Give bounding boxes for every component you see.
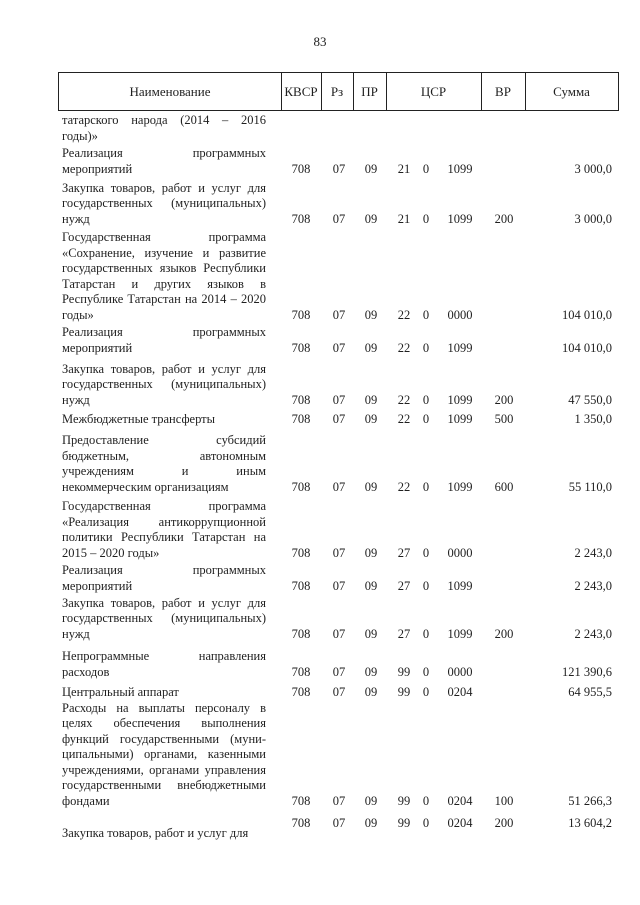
cell-vr: 500 [494,411,514,426]
cell-pr: 09 [364,479,378,494]
header-sum: Сумма [553,84,590,99]
cell-csr-subprogram: 0 [422,211,430,226]
cell-csr-program: 21 [397,161,411,176]
cell-csr-code: 1099 [447,161,473,176]
cell-kvsr: 708 [291,340,311,355]
table-row [0,433,640,495]
table-row-name-continued [0,825,640,841]
table-row [0,684,640,700]
table-row [0,499,640,561]
cell-csr-code: 1099 [447,626,473,641]
cell-csr-program: 22 [397,479,411,494]
table-row [0,231,640,323]
row-name: Реализация программных мероприятий [62,146,266,176]
cell-csr-code: 1099 [447,340,473,355]
cell-pr: 09 [364,211,378,226]
cell-sum: 104 010,0 [562,340,612,355]
table-row [0,113,640,144]
cell-csr-subprogram: 0 [422,664,430,679]
cell-csr-subprogram: 0 [422,161,430,176]
cell-csr-code: 0204 [447,793,473,808]
row-name: Непрограммные направления расходов [62,649,266,679]
cell-kvsr: 708 [291,211,311,226]
cell-kvsr: 708 [291,815,311,830]
cell-vr: 200 [494,815,514,830]
cell-csr-program: 22 [397,392,411,407]
cell-sum: 51 266,3 [568,793,612,808]
cell-csr-program: 22 [397,340,411,355]
cell-sum: 13 604,2 [568,815,612,830]
cell-rz: 07 [332,815,346,830]
cell-pr: 09 [364,411,378,426]
cell-pr: 09 [364,578,378,593]
row-name: Закупка товаров, работ и услуг для государственных (муниципальных) нужд [62,361,266,407]
row-name: Реализация программных мероприятий [62,325,266,355]
header-pr: ПР [361,84,378,99]
cell-sum: 1 350,0 [574,411,612,426]
cell-rz: 07 [332,664,346,679]
cell-kvsr: 708 [291,664,311,679]
cell-sum: 2 243,0 [574,626,612,641]
cell-csr-program: 27 [397,578,411,593]
cell-vr: 200 [494,211,514,226]
cell-sum: 47 550,0 [568,392,612,407]
header-vr: ВР [495,84,511,99]
row-name: Государственная программа «Сохранение, изучение и развитие государственных языков Республики Татарстан и других языков в Республике Татарстан на 2014 – 2020 годы» [62,230,266,322]
row-name: Реализация программных мероприятий [62,563,266,593]
table-row [0,595,640,642]
cell-rz: 07 [332,340,346,355]
cell-csr-program: 99 [397,664,411,679]
cell-sum: 2 243,0 [574,545,612,560]
cell-vr: 200 [494,626,514,641]
cell-pr: 09 [364,793,378,808]
cell-pr: 09 [364,626,378,641]
cell-vr: 100 [494,793,514,808]
cell-kvsr: 708 [291,411,311,426]
cell-rz: 07 [332,392,346,407]
cell-rz: 07 [332,307,346,322]
cell-kvsr: 708 [291,307,311,322]
cell-kvsr: 708 [291,793,311,808]
cell-csr-code: 0000 [447,307,473,322]
cell-rz: 07 [332,793,346,808]
cell-csr-code: 1099 [447,411,473,426]
cell-sum: 3 000,0 [574,211,612,226]
cell-sum: 3 000,0 [574,161,612,176]
cell-kvsr: 708 [291,545,311,560]
cell-kvsr: 708 [291,684,311,699]
cell-pr: 09 [364,307,378,322]
cell-csr-subprogram: 0 [422,392,430,407]
cell-csr-program: 99 [397,793,411,808]
cell-rz: 07 [332,161,346,176]
cell-csr-subprogram: 0 [422,479,430,494]
cell-pr: 09 [364,392,378,407]
table-row [0,325,640,356]
cell-rz: 07 [332,211,346,226]
row-name: Расходы на выплаты персоналу в целях обеспечения выполнения функций государственными (муни-ципальными) органами, казенными учреждениями, органами управления государственными внебюджетными фондами [62,700,266,808]
header-rz: Рз [330,84,344,99]
cell-rz: 07 [332,411,346,426]
header-kvsr: КВСР [284,84,318,99]
row-name: татарского народа (2014 – 2016 годы)» [62,113,266,143]
row-name: Закупка товаров, работ и услуг для государственных (муниципальных) нужд [62,595,266,641]
cell-kvsr: 708 [291,392,311,407]
table-row [0,700,640,809]
cell-csr-program: 27 [397,626,411,641]
row-name: Государственная программа «Реализация антикоррупционной политики Республики Татарстан на 2015 – 2020 годы» [62,499,266,560]
row-name: Закупка товаров, работ и услуг для государственных (муниципальных) нужд [62,180,266,226]
table-header [58,72,619,111]
cell-csr-program: 22 [397,307,411,322]
page-number: 83 [313,34,327,49]
row-name: Межбюджетные трансферты [62,411,216,426]
cell-rz: 07 [332,626,346,641]
cell-csr-subprogram: 0 [422,684,430,699]
cell-rz: 07 [332,578,346,593]
cell-sum: 121 390,6 [562,664,612,679]
cell-csr-subprogram: 0 [422,578,430,593]
cell-csr-subprogram: 0 [422,307,430,322]
cell-csr-code: 0204 [447,684,473,699]
row-name: Центральный аппарат [62,684,179,699]
cell-csr-program: 99 [397,684,411,699]
cell-vr: 200 [494,392,514,407]
cell-csr-code: 0000 [447,664,473,679]
cell-pr: 09 [364,340,378,355]
header-csr: ЦСР [420,84,447,99]
cell-pr: 09 [364,684,378,699]
cell-csr-subprogram: 0 [422,411,430,426]
cell-csr-subprogram: 0 [422,815,430,830]
table-row [0,361,640,408]
cell-csr-code: 0204 [447,815,473,830]
cell-vr: 600 [494,479,514,494]
cell-rz: 07 [332,479,346,494]
cell-csr-program: 22 [397,411,411,426]
cell-csr-subprogram: 0 [422,793,430,808]
cell-pr: 09 [364,664,378,679]
cell-csr-subprogram: 0 [422,340,430,355]
cell-sum: 104 010,0 [562,307,612,322]
cell-csr-program: 21 [397,211,411,226]
cell-sum: 2 243,0 [574,578,612,593]
cell-csr-program: 99 [397,815,411,830]
cell-kvsr: 708 [291,578,311,593]
cell-pr: 09 [364,545,378,560]
row-name: Предоставление субсидий бюджетным, автономным учреждениям и иным некоммерческим организациям [62,433,266,494]
cell-csr-code: 1099 [447,211,473,226]
table-row [0,563,640,594]
row-name: Закупка товаров, работ и услуг для [62,825,249,840]
cell-csr-subprogram: 0 [422,545,430,560]
table-row [0,146,640,177]
cell-kvsr: 708 [291,479,311,494]
cell-csr-code: 0000 [447,545,473,560]
table-row [0,411,640,427]
cell-kvsr: 708 [291,161,311,176]
cell-sum: 55 110,0 [568,479,612,494]
cell-sum: 64 955,5 [568,684,612,699]
cell-csr-subprogram: 0 [422,626,430,641]
cell-pr: 09 [364,161,378,176]
cell-pr: 09 [364,815,378,830]
cell-rz: 07 [332,684,346,699]
cell-csr-code: 1099 [447,578,473,593]
cell-csr-code: 1099 [447,479,473,494]
table-row [0,649,640,680]
table-row [0,180,640,227]
cell-csr-program: 27 [397,545,411,560]
cell-csr-code: 1099 [447,392,473,407]
cell-kvsr: 708 [291,626,311,641]
header-name: Наименование [129,84,211,99]
cell-rz: 07 [332,545,346,560]
